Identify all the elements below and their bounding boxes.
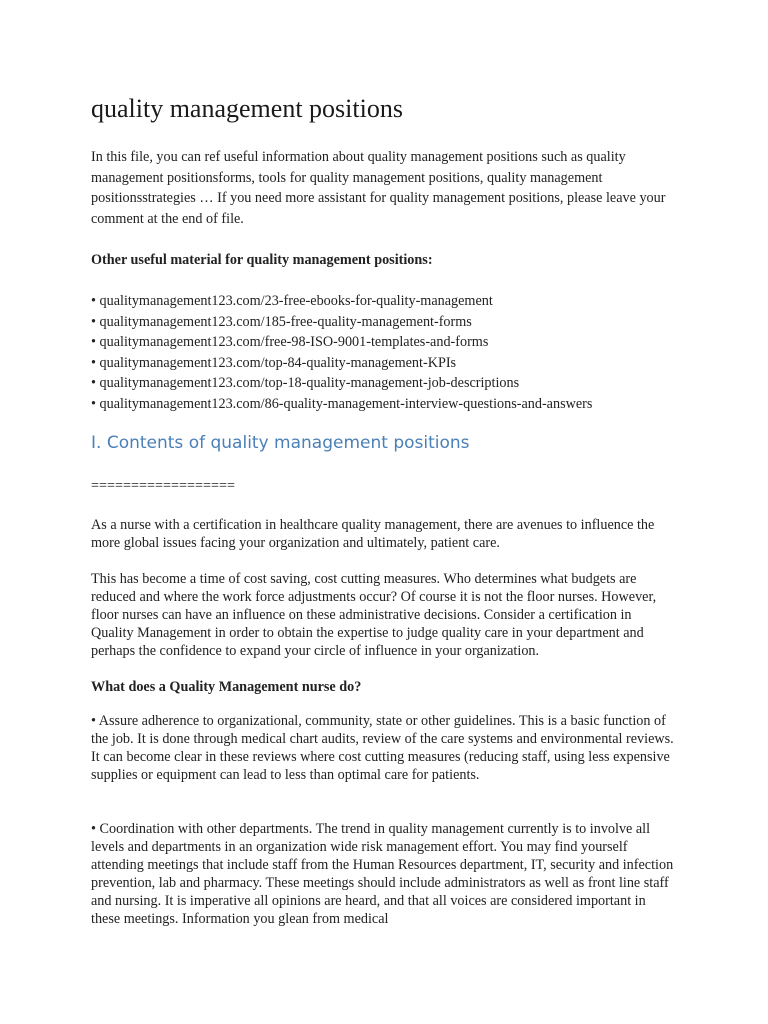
section-heading: I. Contents of quality management positions <box>91 433 470 453</box>
body-paragraph: This has become a time of cost saving, cost cutting measures. Who determines what budgets are reduced and where the work force adjustments occur? Of course it is not the floor nurses. However, floor nurses can have an influence on these administrative decisions. Consider a certification in Quality Management in order to obtain the expertise to judge quality care in your department and perhaps the confidence to expand your circle of influence in your organization. <box>91 571 657 659</box>
document-title: quality management positions <box>91 94 403 123</box>
bullet-paragraph: • Assure adherence to organizational, community, state or other guidelines. This is a basic function of the job. It is done through medical chart audits, review of the care systems and environmental reviews. It can become clear in these reviews where cost cutting measures (reducing staff, using less expensive supplies or equipment can lead to less than optimal care for patients. <box>91 713 674 783</box>
material-link[interactable]: • qualitymanagement123.com/185-free-quality-management-forms <box>91 313 472 330</box>
bullet-paragraph: • Coordination with other departments. The trend in quality management currently is to involve all levels and departments in an organization wide risk management effort. You may find yourself attending meetings that include staff from the Human Resources department, IT, security and infection prevention, lab and pharmacy. These meetings should include administrators as well as front line staff and nursing. It is imperative all opinions are heard, and that all voices are considered important in these meetings. Information you glean from medical <box>91 821 674 927</box>
separator-line: ================== <box>91 478 236 494</box>
material-link[interactable]: • qualitymanagement123.com/86-quality-management-interview-questions-and-answers <box>91 395 593 412</box>
material-link-list <box>91 291 592 414</box>
material-link[interactable]: • qualitymanagement123.com/23-free-ebooks-for-quality-management <box>91 293 493 309</box>
material-link[interactable]: • qualitymanagement123.com/free-98-ISO-9001-templates-and-forms <box>91 334 489 350</box>
intro-paragraph: In this file, you can ref useful information about quality management positions such as quality management positionsforms, tools for quality management positions, quality management positionsstrategies … If you need more assistant for quality management positions, please leave your comment at the end of file. <box>91 149 666 228</box>
question-heading: What does a Quality Management nurse do? <box>91 679 362 695</box>
body-paragraph: As a nurse with a certification in healthcare quality management, there are avenues to influence the more global issues facing your organization and ultimately, patient care. <box>91 517 655 551</box>
material-link[interactable]: • qualitymanagement123.com/top-84-quality-management-KPIs <box>91 354 457 371</box>
material-link[interactable]: • qualitymanagement123.com/top-18-quality-management-job-descriptions <box>91 375 520 391</box>
material-heading: Other useful material for quality management positions: <box>91 252 433 268</box>
